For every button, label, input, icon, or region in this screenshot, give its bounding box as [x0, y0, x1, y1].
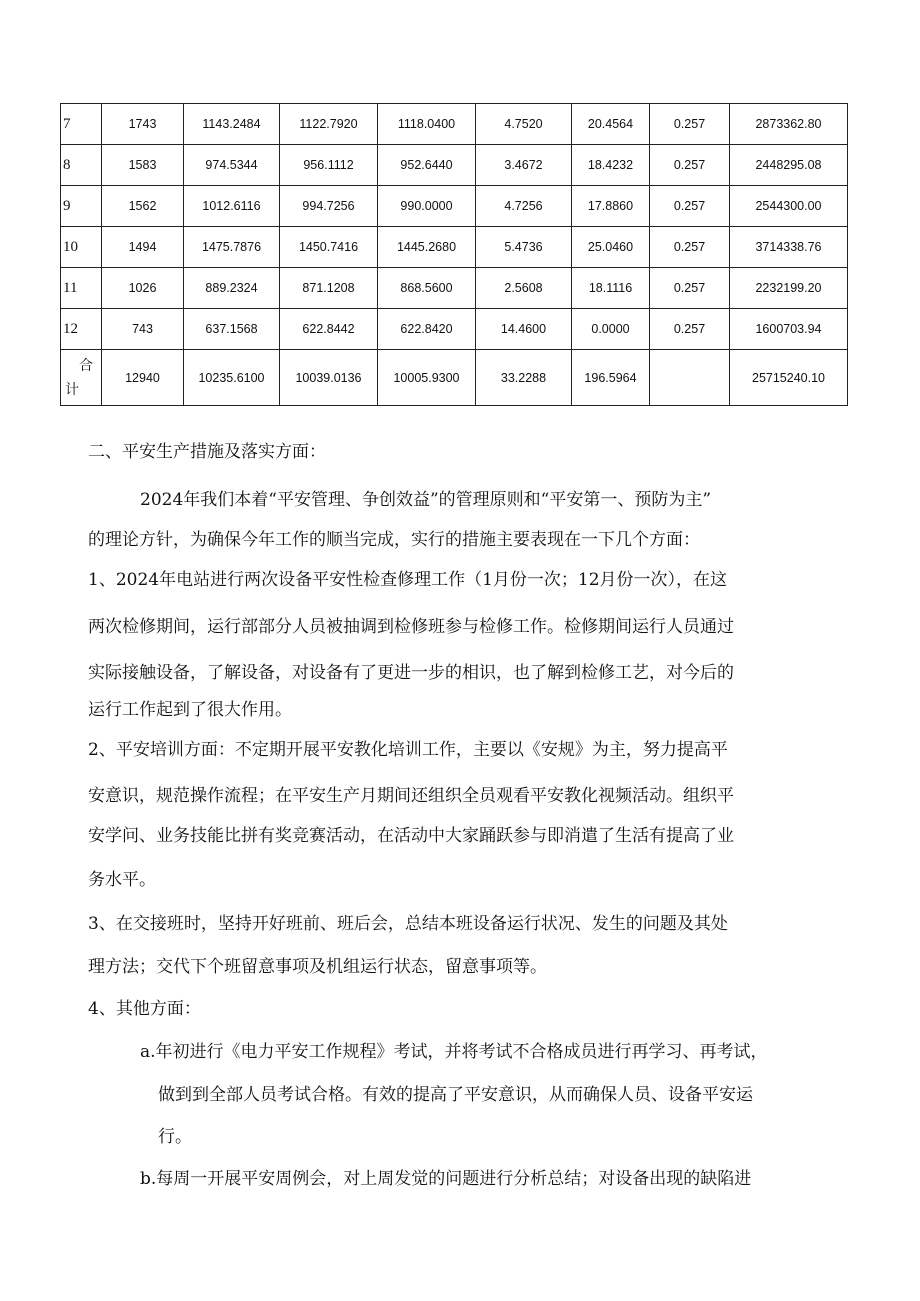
table-cell: 3714338.76 — [730, 227, 848, 268]
month-cell: 12 — [61, 309, 102, 350]
table-cell: 622.8420 — [378, 309, 476, 350]
table-cell: 14.4600 — [476, 309, 572, 350]
total-cell — [650, 350, 730, 406]
table-cell: 20.4564 — [572, 104, 650, 145]
table-body — [61, 104, 848, 406]
table-cell: 868.5600 — [378, 268, 476, 309]
table-cell: 1012.6116 — [184, 186, 280, 227]
item4a-line: 做到到全部人员考试合格。有效的提高了平安意识，从而确保人员、设备平安运 — [158, 1085, 753, 1105]
month-cell: 8 — [61, 145, 102, 186]
monthly-data-table — [60, 103, 848, 406]
table-cell: 637.1568 — [184, 309, 280, 350]
total-label-line2: 计 — [65, 381, 79, 398]
table-row — [61, 186, 848, 227]
table-cell: 17.8860 — [572, 186, 650, 227]
table-cell: 1445.2680 — [378, 227, 476, 268]
month-cell: 11 — [61, 268, 102, 309]
table-cell: 1122.7920 — [280, 104, 378, 145]
table-cell: 1562 — [102, 186, 184, 227]
total-cell: 10235.6100 — [184, 350, 280, 406]
table-cell: 5.4736 — [476, 227, 572, 268]
total-cell: 25715240.10 — [730, 350, 848, 406]
item3-line: 理方法；交代下个班留意事项及机组运行状态，留意事项等。 — [88, 957, 547, 977]
table-cell: 1600703.94 — [730, 309, 848, 350]
table-cell: 1143.2484 — [184, 104, 280, 145]
item1-line: 运行工作起到了很大作用。 — [88, 700, 292, 720]
section-heading: 二、平安生产措施及落实方面： — [88, 442, 326, 462]
table-cell: 1118.0400 — [378, 104, 476, 145]
table-cell: 4.7520 — [476, 104, 572, 145]
item3-line: 3、在交接班时，坚持开好班前、班后会，总结本班设备运行状况、发生的问题及其处 — [88, 914, 728, 934]
item2-line: 安意识，规范操作流程；在平安生产月期间还组织全员观看平安教化视频活动。组织平 — [88, 786, 734, 806]
item4-heading: 4、其他方面： — [88, 999, 201, 1019]
table-row — [61, 227, 848, 268]
table-cell: 18.4232 — [572, 145, 650, 186]
total-cell: 33.2288 — [476, 350, 572, 406]
table-row — [61, 309, 848, 350]
table-cell: 3.4672 — [476, 145, 572, 186]
table-cell: 952.6440 — [378, 145, 476, 186]
table-cell: 990.0000 — [378, 186, 476, 227]
item4a-line: 行。 — [158, 1127, 192, 1147]
table-cell: 4.7256 — [476, 186, 572, 227]
total-label-line1: 合 — [79, 357, 93, 374]
item2-line: 2、平安培训方面：不定期开展平安教化培训工作，主要以《安规》为主，努力提高平 — [88, 740, 728, 760]
table-cell: 2873362.80 — [730, 104, 848, 145]
item2-line: 务水平。 — [88, 870, 156, 890]
table-cell: 2.5608 — [476, 268, 572, 309]
table-cell: 0.0000 — [572, 309, 650, 350]
table-cell: 2232199.20 — [730, 268, 848, 309]
table-cell: 1450.7416 — [280, 227, 378, 268]
table-row — [61, 145, 848, 186]
table-cell: 622.8442 — [280, 309, 378, 350]
table-cell: 0.257 — [650, 309, 730, 350]
total-cell: 10039.0136 — [280, 350, 378, 406]
table-cell: 743 — [102, 309, 184, 350]
total-cell: 10005.9300 — [378, 350, 476, 406]
item4b-line: b.每周一开展平安周例会，对上周发觉的问题进行分析总结；对设备出现的缺陷进 — [140, 1169, 752, 1189]
item2-line: 安学问、业务技能比拼有奖竞赛活动，在活动中大家踊跃参与即消遣了生活有提高了业 — [88, 826, 734, 846]
total-label-cell — [61, 350, 102, 406]
table-cell: 1494 — [102, 227, 184, 268]
table-row — [61, 104, 848, 145]
month-cell: 10 — [61, 227, 102, 268]
total-row — [61, 350, 848, 406]
table-cell: 0.257 — [650, 227, 730, 268]
table-cell: 1583 — [102, 145, 184, 186]
table-cell: 0.257 — [650, 268, 730, 309]
item1-line: 实际接触设备，了解设备，对设备有了更进一步的相识，也了解到检修工艺，对今后的 — [88, 663, 734, 683]
table-cell: 889.2324 — [184, 268, 280, 309]
table-cell: 956.1112 — [280, 145, 378, 186]
intro-line: 2024年我们本着“平安管理、争创效益”的管理原则和“平安第一、预防为主” — [140, 490, 712, 510]
table-cell: 1743 — [102, 104, 184, 145]
total-cell: 12940 — [102, 350, 184, 406]
table-cell: 2544300.00 — [730, 186, 848, 227]
table-cell: 18.1116 — [572, 268, 650, 309]
table-cell: 974.5344 — [184, 145, 280, 186]
table-cell: 2448295.08 — [730, 145, 848, 186]
item4a-line: a.年初进行《电力平安工作规程》考试，并将考试不合格成员进行再学习、再考试， — [140, 1042, 768, 1062]
total-cell: 196.5964 — [572, 350, 650, 406]
month-cell: 9 — [61, 186, 102, 227]
item1-line: 1、2024年电站进行两次设备平安性检查修理工作（1月份一次；12月份一次），在这 — [88, 570, 728, 590]
table-cell: 25.0460 — [572, 227, 650, 268]
table-cell: 0.257 — [650, 104, 730, 145]
table-row — [61, 268, 848, 309]
item1-line: 两次检修期间，运行部部分人员被抽调到检修班参与检修工作。检修期间运行人员通过 — [88, 617, 734, 637]
table-cell: 0.257 — [650, 186, 730, 227]
intro-line: 的理论方针，为确保今年工作的顺当完成，实行的措施主要表现在一下几个方面： — [88, 530, 700, 550]
table-cell: 1475.7876 — [184, 227, 280, 268]
table-cell: 871.1208 — [280, 268, 378, 309]
month-cell: 7 — [61, 104, 102, 145]
table-cell: 0.257 — [650, 145, 730, 186]
table-cell: 1026 — [102, 268, 184, 309]
table-cell: 994.7256 — [280, 186, 378, 227]
